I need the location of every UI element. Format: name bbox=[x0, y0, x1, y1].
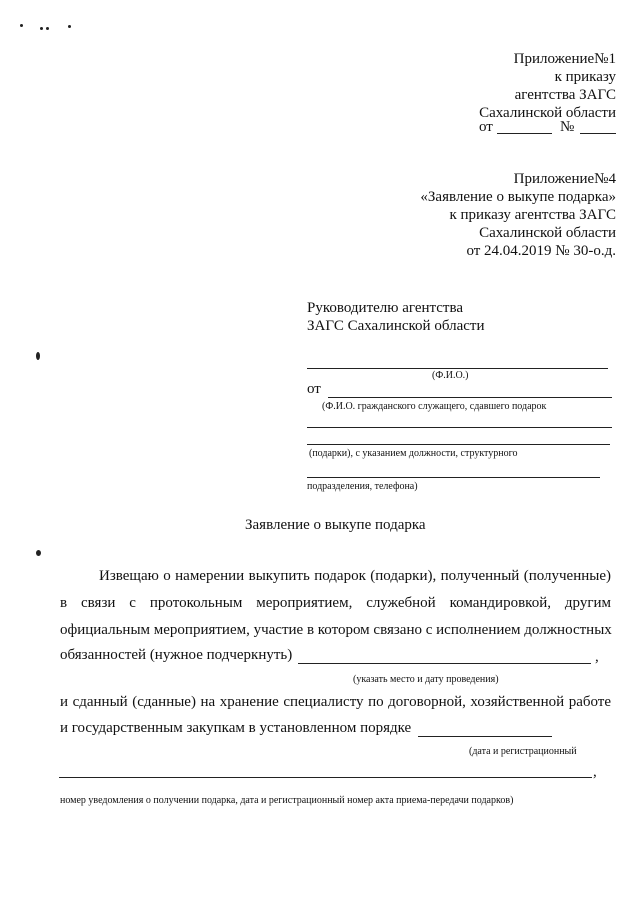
place-caption: (указать место и дату проведения) bbox=[353, 674, 499, 685]
scan-speck bbox=[68, 25, 71, 28]
order-date-prefix: от bbox=[479, 119, 493, 135]
comma: , bbox=[595, 649, 599, 665]
order-number-blank bbox=[580, 133, 616, 134]
form-appendix-line: Сахалинской области bbox=[479, 225, 616, 241]
body-line: в связи с протокольным мероприятием, служебной командировкой, другим bbox=[60, 595, 611, 611]
form-appendix-line: к приказу агентства ЗАГС bbox=[449, 207, 616, 223]
addressee-block bbox=[307, 299, 484, 335]
scan-speck bbox=[20, 24, 23, 27]
document-title: Заявление о выкупе подарка bbox=[245, 517, 426, 533]
order-appendix-line: агентства ЗАГС bbox=[514, 87, 616, 103]
place-date-field bbox=[298, 663, 591, 664]
bottom-caption: номер уведомления о получении подарка, дата и регистрационный номер акта приема-передачи подарков) bbox=[60, 795, 514, 806]
order-appendix-line: Сахалинской области bbox=[479, 105, 616, 121]
sender-field-line bbox=[307, 427, 612, 428]
notification-number-field bbox=[59, 777, 592, 778]
body-line: обязанностей (нужное подчеркнуть) bbox=[60, 647, 293, 663]
form-appendix-title: Приложение№4 bbox=[513, 171, 616, 187]
form-appendix-block bbox=[420, 170, 616, 260]
handover-date-field bbox=[418, 736, 552, 737]
addressee-line: Руководителю агентства bbox=[307, 300, 464, 316]
form-appendix-line: от 24.04.2019 № 30-о.д. bbox=[466, 243, 616, 259]
body-line: и сданный (сданные) на хранение специалисту по договорной, хозяйственной работе bbox=[60, 694, 611, 710]
order-date-blank bbox=[497, 133, 552, 134]
scan-speck bbox=[36, 352, 40, 360]
sender-caption: (Ф.И.О. гражданского служащего, сдавшего подарок bbox=[322, 401, 547, 412]
scan-speck bbox=[46, 27, 49, 30]
sender-caption: подразделения, телефона) bbox=[307, 481, 418, 492]
sender-field-line bbox=[307, 444, 610, 445]
recipient-fio-field bbox=[307, 368, 608, 369]
order-appendix-title: Приложение№1 bbox=[513, 51, 616, 67]
from-label: от bbox=[307, 381, 321, 397]
fio-caption: (Ф.И.О.) bbox=[432, 370, 469, 381]
sender-field-line bbox=[307, 477, 600, 478]
sender-caption: (подарки), с указанием должности, структурного bbox=[309, 448, 518, 459]
sender-fio-field bbox=[328, 397, 612, 398]
order-appendix-line: к приказу bbox=[554, 69, 616, 85]
order-appendix-block bbox=[479, 50, 616, 122]
scan-speck bbox=[40, 27, 43, 30]
order-number-sign: № bbox=[560, 119, 575, 135]
body-line: официальным мероприятием, участие в котором связано с исполнением должностных bbox=[60, 622, 612, 638]
body-line: и государственным закупкам в установленном порядке bbox=[60, 720, 412, 736]
addressee-line: ЗАГС Сахалинской области bbox=[307, 318, 485, 334]
body-line: Извещаю о намерении выкупить подарок (подарки), полученный (полученные) bbox=[99, 568, 611, 584]
form-appendix-line: «Заявление о выкупе подарка» bbox=[420, 189, 616, 205]
scan-speck bbox=[36, 550, 41, 556]
comma: , bbox=[593, 764, 597, 780]
date-caption: (дата и регистрационный bbox=[469, 746, 577, 757]
